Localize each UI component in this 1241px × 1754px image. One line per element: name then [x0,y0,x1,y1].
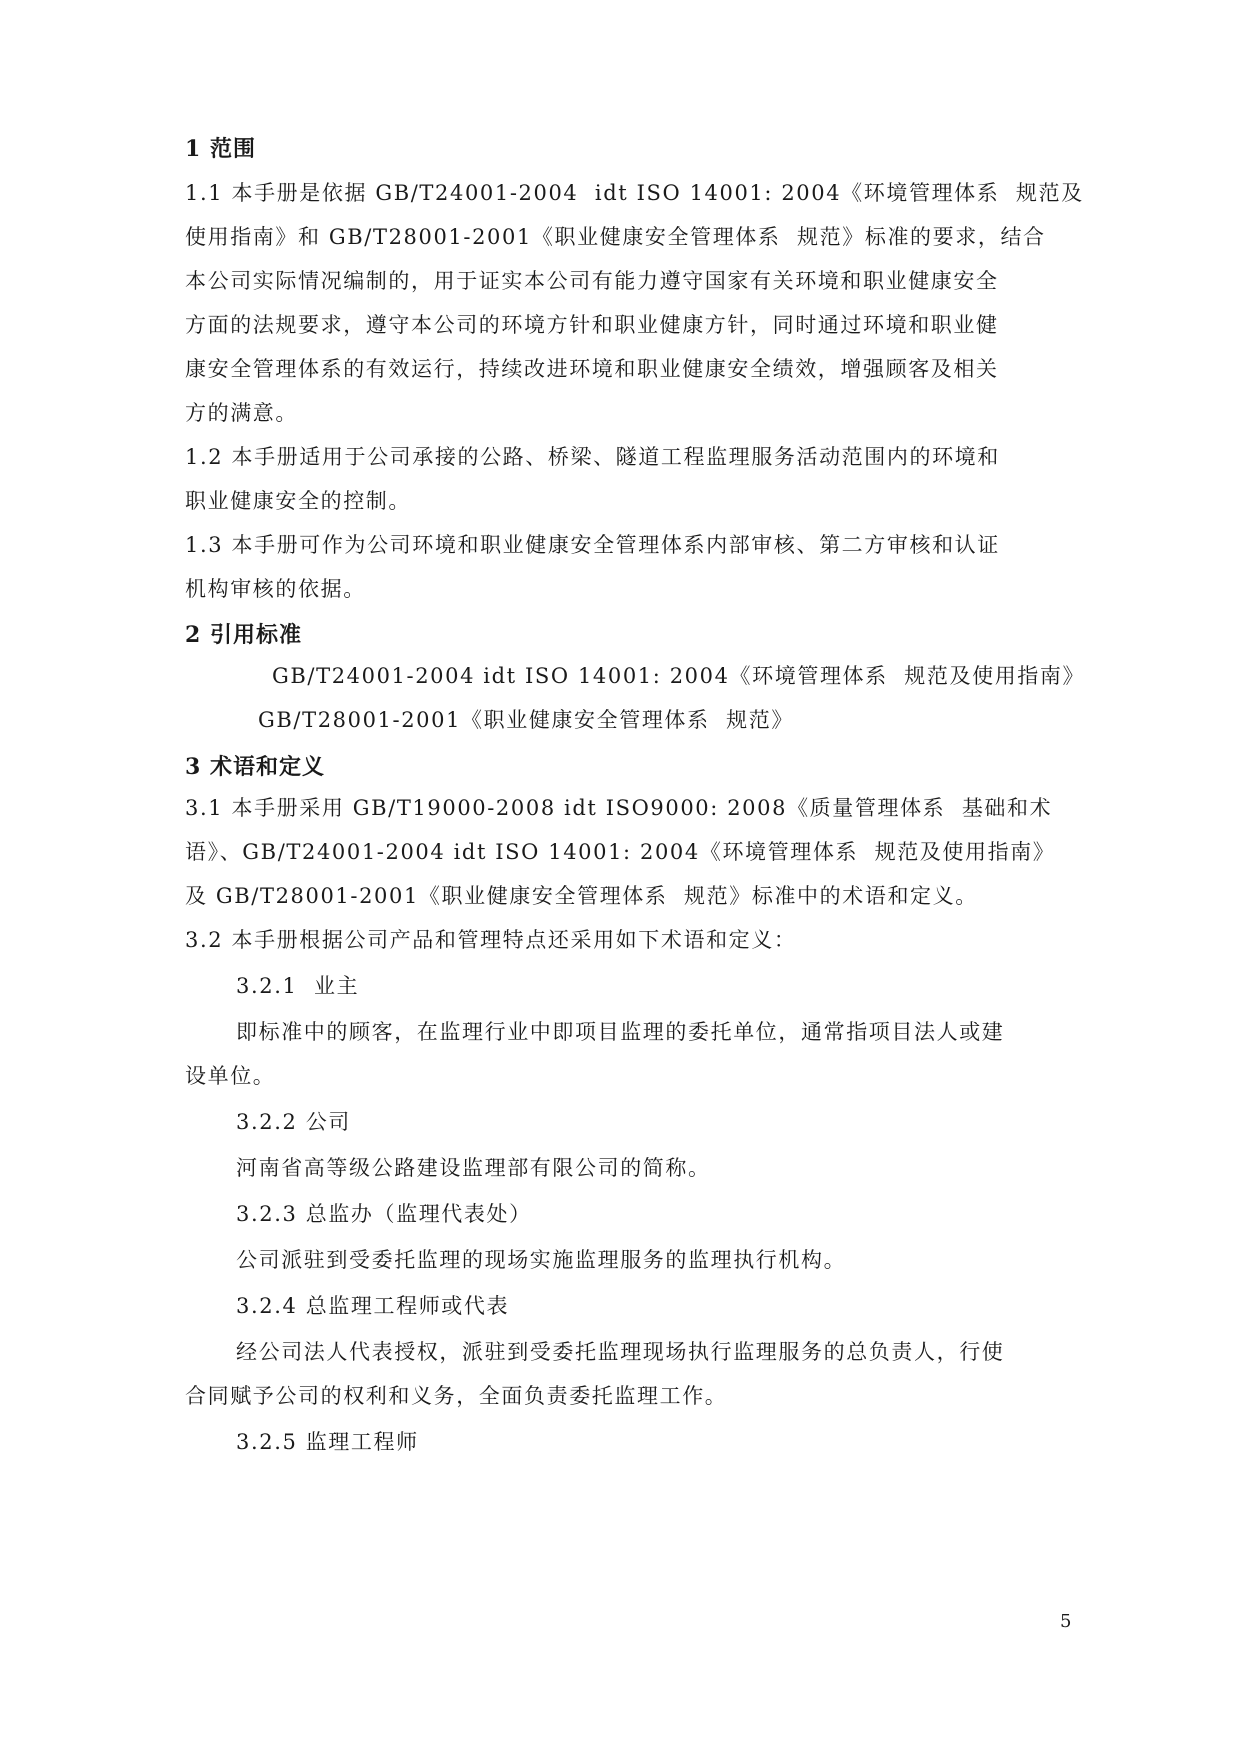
term-definition: 公司派驻到受委托监理的现场实施监理服务的监理执行机构。 [236,1248,847,1272]
reference-standard: GB/T24001-2004 idt ISO 14001: 2004《环境管理体系 规范及使用指南》 [272,664,1086,688]
term-definition: 即标准中的顾客，在监理行业中即项目监理的委托单位，通常指项目法人或建 [236,1020,1005,1044]
paragraph-line: 方的满意。 [185,401,298,425]
paragraph-line: 本公司实际情况编制的，用于证实本公司有能力遵守国家有关环境和职业健康安全 [185,269,999,293]
paragraph-line: 1.2 本手册适用于公司承接的公路、桥梁、隧道工程监理服务活动范围内的环境和 [185,445,1000,469]
page-number: 5 [1060,1611,1072,1632]
paragraph-line: 使用指南》和 GB/T28001-2001《职业健康安全管理体系 规范》标准的要求，结合 [185,225,1046,249]
paragraph-line: 机构审核的依据。 [185,577,366,601]
term-title: 3.2.2 公司 [236,1110,351,1134]
paragraph-line: 康安全管理体系的有效运行，持续改进环境和职业健康安全绩效，增强顾客及相关 [185,357,999,381]
paragraph-line: 语》、GB/T24001-2004 idt ISO 14001: 2004《环境管理体系 规范及使用指南》 [185,840,1056,864]
reference-standard: GB/T28001-2001《职业健康安全管理体系 规范》 [258,708,794,732]
term-definition: 河南省高等级公路建设监理部有限公司的简称。 [236,1156,711,1180]
paragraph-line: 3.1 本手册采用 GB/T19000-2008 idt ISO9000: 2008《质量管理体系 基础和术 [185,796,1053,820]
term-definition: 经公司法人代表授权，派驻到受委托监理现场执行监理服务的总负责人，行使 [236,1340,1005,1364]
paragraph-line: 1.1 本手册是依据 GB/T24001-2004 idt ISO 14001: 2004《环境管理体系 规范及 [185,181,1084,205]
term-title: 3.2.1 业主 [236,974,360,998]
paragraph-line: 职业健康安全的控制。 [185,489,411,513]
term-definition: 设单位。 [185,1064,276,1088]
term-title: 3.2.4 总监理工程师或代表 [236,1294,510,1318]
section-heading-terms: 3 术语和定义 [185,754,325,780]
term-definition: 合同赋予公司的权利和义务，全面负责委托监理工作。 [185,1384,728,1408]
term-title: 3.2.3 总监办（监理代表处） [236,1202,532,1226]
section-heading-scope: 1 范围 [185,136,256,162]
section-heading-references: 2 引用标准 [185,622,302,648]
paragraph-line: 3.2 本手册根据公司产品和管理特点还采用如下术语和定义： [185,928,797,952]
term-title: 3.2.5 监理工程师 [236,1430,419,1454]
paragraph-line: 1.3 本手册可作为公司环境和职业健康安全管理体系内部审核、第二方审核和认证 [185,533,1000,557]
paragraph-line: 方面的法规要求，遵守本公司的环境方针和职业健康方针，同时通过环境和职业健 [185,313,999,337]
paragraph-line: 及 GB/T28001-2001《职业健康安全管理体系 规范》标准中的术语和定义。 [185,884,978,908]
